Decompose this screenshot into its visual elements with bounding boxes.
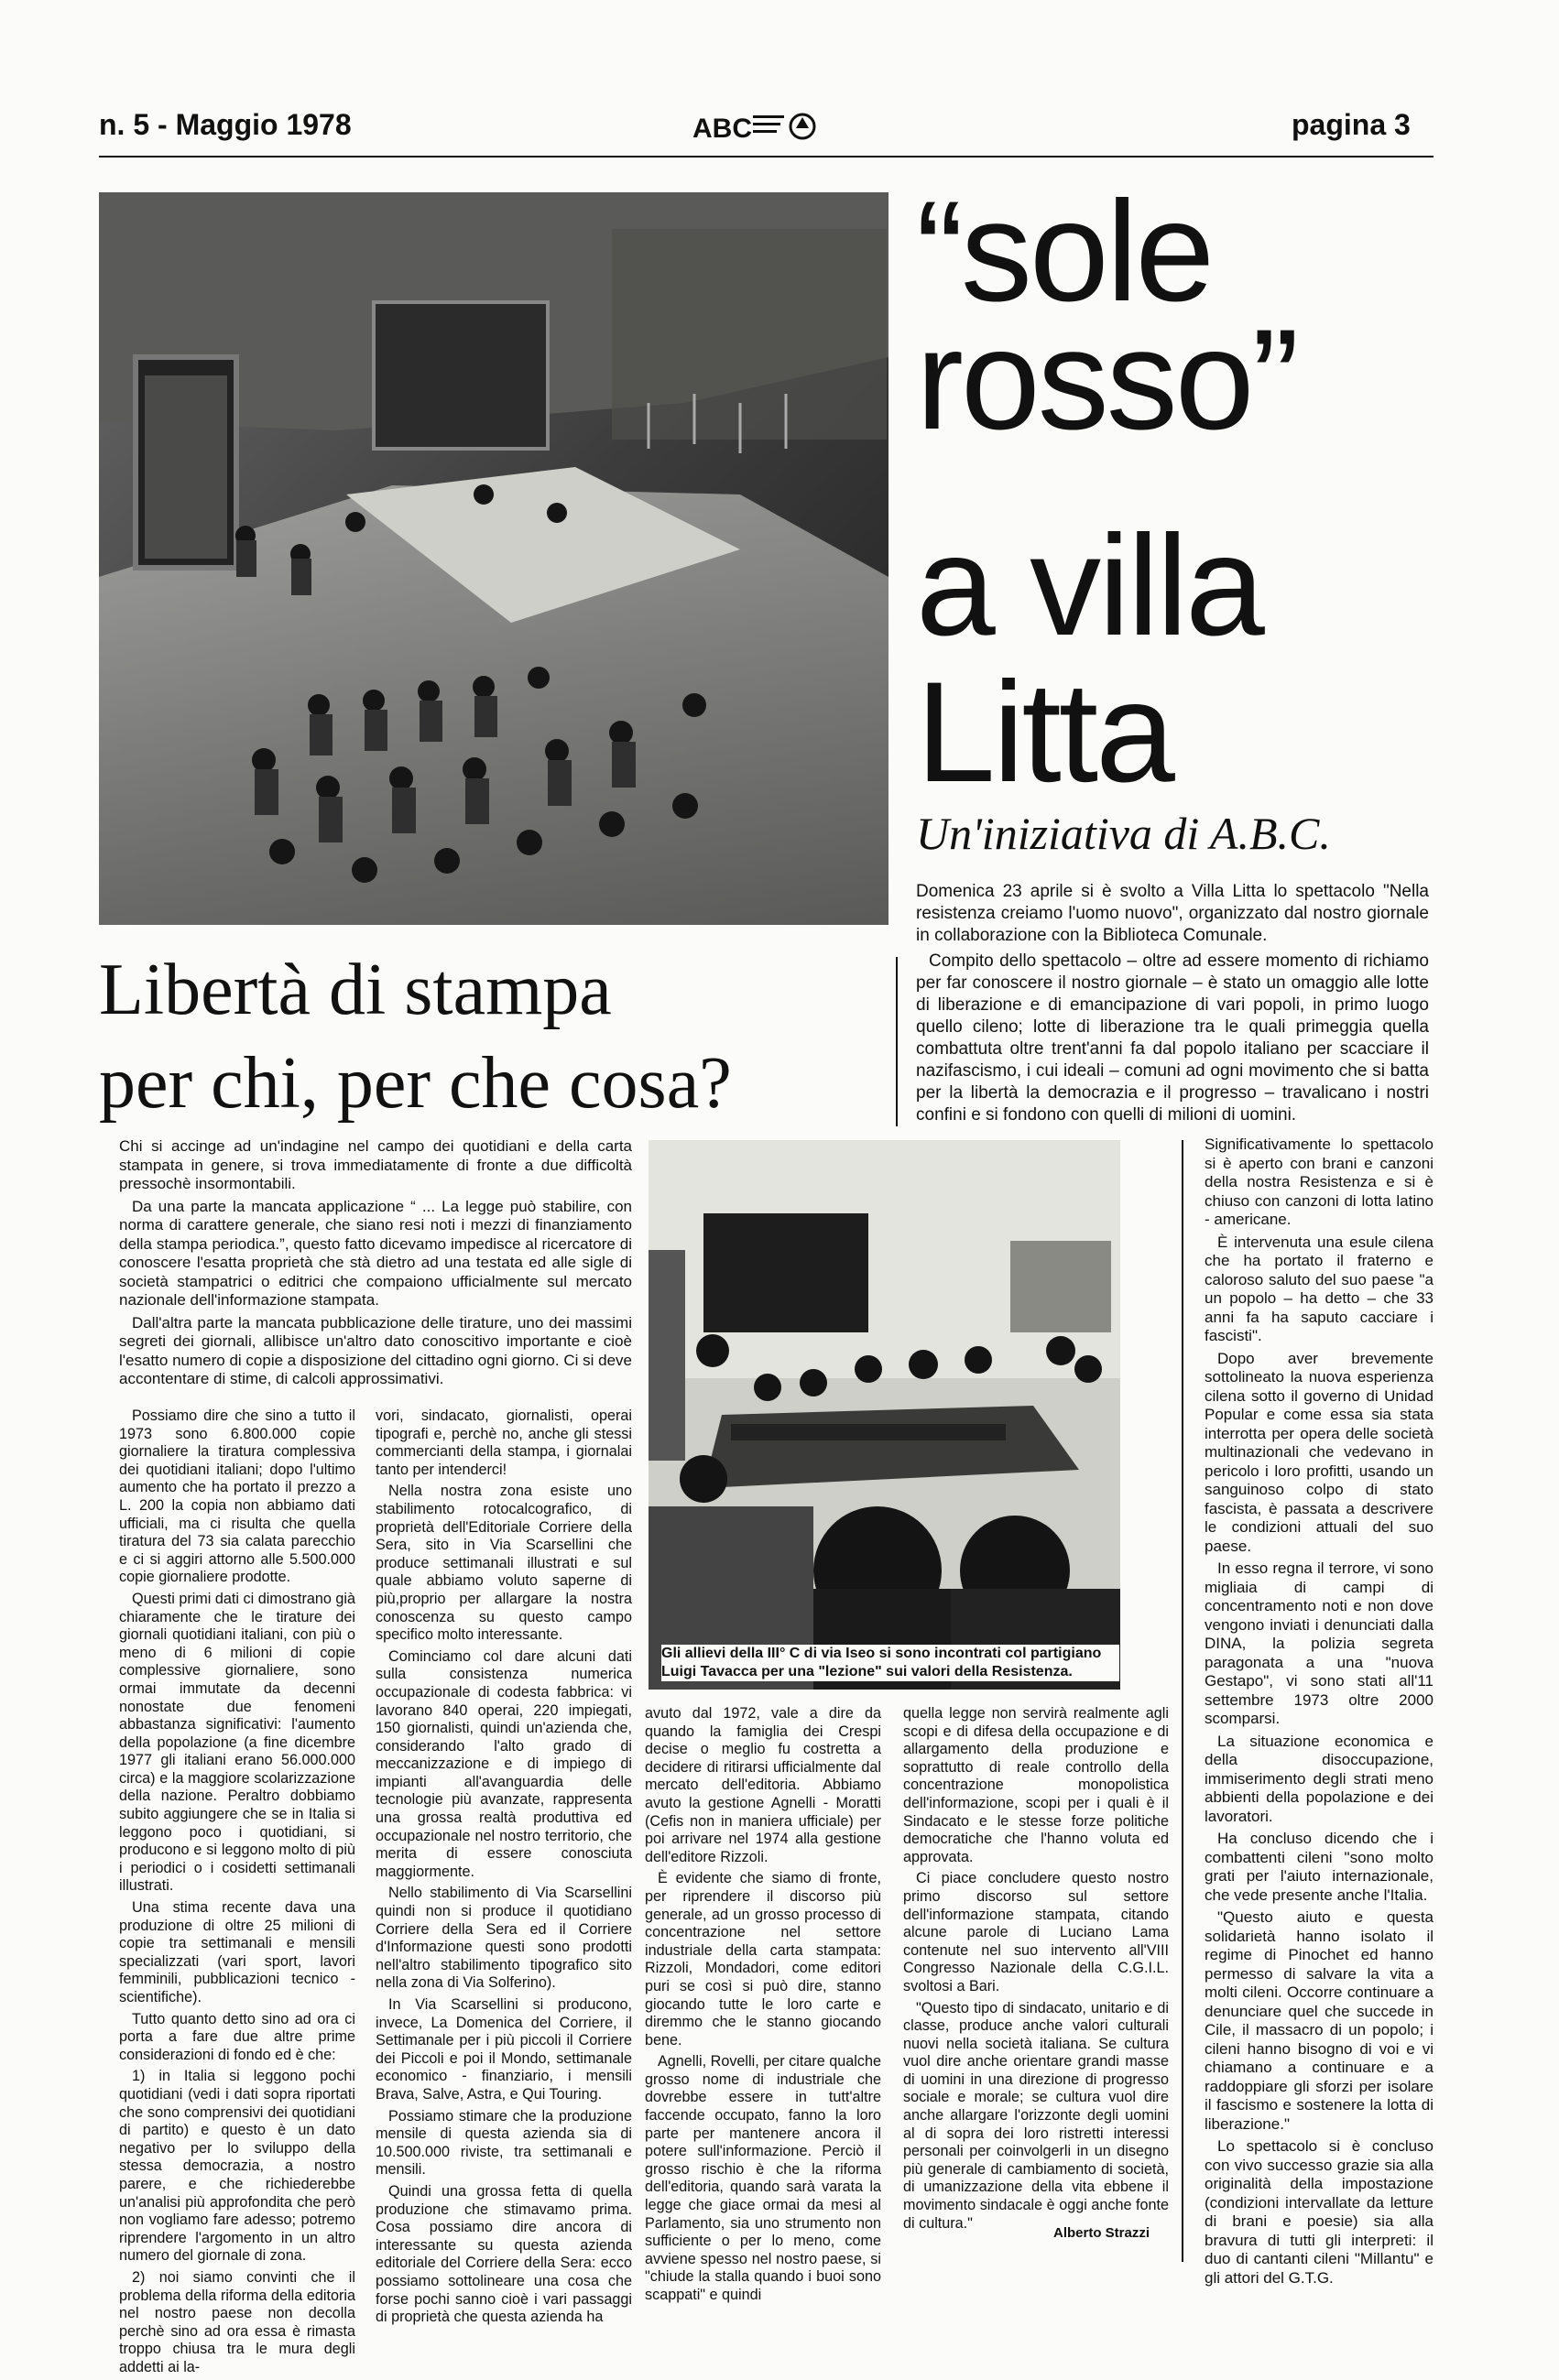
paragraph: È intervenuta una esule cilena che ha portato il fraterno e caloroso saluto del suo paese "a un popolo – ha detto – che 33 anni fa ha saputo cacciare i fascisti". [1205, 1233, 1434, 1344]
caption-line: Gli allievi della III° C di via Iseo si sono incontrati col partigiano [661, 1646, 1102, 1661]
paragraph: Compito dello spettacolo – oltre ad essere momento di richiamo per far conoscere il nostro giornale – è stato un omaggio alle lotte di liberazione e di emancipazione di vari popoli, in primo luogo quello cileno; lotte di liberazione tra le quali primeggia quella combattuta oltre trent'anni fa dal popolo italiano per scacciare il nazifascismo, i cui ideali – comuni ad ogni movimento che si batta per la libertà la democrazia e il progresso – travalicano i nostri confini e si fondono con quelli di milioni di uomini. [916, 951, 1429, 1125]
article-title-line-2: per chi, per che cosa? [99, 1043, 732, 1124]
article-column-4 [903, 1705, 1169, 2236]
caption-line: Luigi Tavacca per una "lezione" sui valori della Resistenza. [661, 1664, 1073, 1679]
paragraph: Una stima recente dava una produzione di oltre 25 milioni di copie tra settimanali e mensili specializzati (vari sport, lavori femminili, pubblicazioni tecnico - scientifiche). [119, 1899, 355, 2005]
paragraph: quella legge non servirà realmente agli scopi e di difesa della occupazione e di allargamento della produzione e soprattutto di reale controllo della concentrazione monopolistica dell'informazione, scopi per i quali è il Sindacato e le stesse forze politiche democratiche che l'hanno voluta ed approvata. [903, 1705, 1169, 1865]
column-divider [896, 957, 898, 1126]
paragraph: Possiamo stimare che la produzione mensile di questa azienda sia di 10.500.000 riviste, tra settimanali e mensili. [376, 2107, 632, 2179]
paragraph: Ha concluso dicendo che i combattenti cileni "sono molto grati per l'aiuto internazionale, che vede presente anche l'Italia. [1205, 1830, 1434, 1904]
paragraph: Possiamo dire che sino a tutto il 1973 sono 6.800.000 copie giornaliere la tiratura complessiva dei quotidiani italiani; dopo l'ultimo aumento che ha portato il prezzo a L. 200 la copia non abbiamo dati ufficiali, ma ci risulta che quella tiratura del 73 sia calata parecchio e ci si aggiri attorno alle 5.500.000 copie giornaliere prodotte. [119, 1407, 355, 1586]
article-column-1 [119, 1407, 355, 2380]
paragraph: 2) noi siamo convinti che il problema della riforma della editoria nel nostro paese non decolla perchè sino ad ora essa è rimasta troppo chiusa tra le mura degli addetti ai la- [119, 2268, 355, 2375]
paragraph: Nello stabilimento di Via Scarsellini quindi non si produce il quotidiano Corriere della Sera ed il Corriere d'Informazione questi sono prodotti nell'altro stabilimento tipografico sito nella zona di Via Solferino). [376, 1885, 632, 1992]
paragraph: avuto dal 1972, vale a dire da quando la famiglia dei Crespi decise o meglio fu costretta a decidere di ritirarsi ufficialmente dal mercato dell'editoria. Abbiamo avuto la gestione Agnelli - Moratti (Cefis non in maniera ufficiale) per poi arrivare nel 1974 alla gestione dell'editore Rizzoli. [645, 1705, 881, 1865]
paragraph: In esso regna il terrore, vi sono migliaia di campi di concentramento noti e non dove vengono inviati i denunciati dalla DINA, la polizia segreta paragonata a una "nuova Gestapo", vi sono stati all'11 settembre 1973 oltre 2000 scomparsi. [1205, 1559, 1434, 1727]
villa-litta-column [1205, 1136, 1434, 2291]
headline-line-2: rosso” [916, 300, 1297, 460]
classroom-caption [661, 1645, 1119, 1681]
paragraph: Lo spettacolo si è concluso con vivo successo grazie sia alla originalità della impostazione (condizioni intervallate da letture di brani e poesie) sia alla bravura di tutti gli interpreti: il duo di cantanti cileni "Millantu" e gli attori del G.T.G. [1205, 2137, 1434, 2287]
classroom-photo [649, 1140, 1120, 1690]
article-column-3 [645, 1705, 881, 2309]
paragraph: La situazione economica e della disoccupazione, immiserimento degli strati meno abbienti della popolazione e dei lavoratori. [1205, 1732, 1434, 1825]
page-number: pagina 3 [1292, 108, 1411, 141]
abc-logo [692, 108, 821, 145]
paragraph: Dall'altra parte la mancata pubblicazione delle tirature, uno dei massimi segreti dei giornali, allibisce un'altro dato conoscitivo importante e cioè l'esatto numero di copie a disposizione del cittadino ogni giorno. Ci si deve accontentare di stime, di calcoli approssimativi. [119, 1313, 632, 1387]
headline-line-4: Litta [916, 653, 1172, 812]
article-title-line-1: Libertà di stampa [99, 950, 612, 1030]
article-column-2 [376, 1407, 632, 2331]
headline-line-3: a villa [916, 506, 1262, 666]
paragraph: Ci piace concludere questo nostro primo discorso sul settore dell'informazione stampata, citando alcune parole di Luciano Lama contenute nel suo intervento all'VIII Congresso Nazionale della C.G.I.L. svoltosi a Bari. [903, 1870, 1169, 1994]
paragraph: Tutto quanto detto sino ad ora ci porta a fare due altre prime considerazioni di fondo ed è che: [119, 2010, 355, 2063]
issue-date: n. 5 - Maggio 1978 [99, 108, 352, 141]
paragraph: Quindi una grossa fetta di quella produzione che stimavamo prima. Cosa possiamo dire ancora di interessante su questa azienda editoriale del Corriere della Sera: ecco possiamo sottolineare una cosa che forse pochi sanno cioè i vari passaggi di proprietà che questa azienda ha [376, 2182, 632, 2326]
article-intro [119, 1137, 632, 1393]
paragraph: Agnelli, Rovelli, per citare qualche grosso nome di industriale che dovrebbe essere in tutt'altre faccende occupato, fanno la loro parte per mantenere ancora il potere sull'informazione. Perciò il grosso rischio è che la riforma dell'editoria, quando sarà varata la legge che giace ormai da mesi al Parlamento, sia uno strumento non sufficiente o per lo meno, come avviene spesso nel nostro paese, si "chiude la stalla quando i buoi sono scappati" e quindi [645, 2053, 881, 2303]
paragraph: Questi primi dati ci dimostrano già chiaramente che le tirature dei giornali quotidiani italiani, con più o meno di 6 milioni di copie complessive giornaliere, sono ormai immutate da decenni nonostate due fenomeni abbastanza significativi: l'aumento della popolazione (a fine dicembre 1977 gli italiani erano 56.000.000 circa) e la maggiore scolarizzazione della nazione. Peraltro dobbiamo subito aggiungere che se in Italia si leggono poco i quotidiani, si producono e si leggono molto di più i periodici o i cosidetti settimanali illustrati. [119, 1590, 355, 1895]
headline-line-1: “sole [916, 172, 1213, 331]
paragraph: Dopo aver brevemente sottolineato la nuova esperienza cilena sotto il governo di Unidad Popular e come essa sia stata interrotta per opera delle società multinazionali che vedevano in pericolo i loro profitti, usando un sanguinoso colpo di stato fascista, è passata a descrivere le condizioni attuali del suo paese. [1205, 1349, 1434, 1555]
logo-text: ABC [692, 114, 752, 144]
column-divider [1182, 1140, 1183, 2262]
headline-subtitle: Un'iniziativa di A.B.C. [916, 808, 1331, 859]
header-rule [99, 156, 1434, 158]
paragraph: È evidente che siamo di fronte, per riprendere il discorso più generale, ad un grosso processo di concentrazione nel settore industriale della carta stampata: Rizzoli, Mondadori, come editori puri se così si può dire, stanno giocando tutte le loro carte e diremmo che le stanno giocando bene. [645, 1870, 881, 2049]
paragraph: vori, sindacato, giornalisti, operai tipografi e, perchè no, anche gli stessi commercianti della stampa, i giornalai tanto per intenderci! [376, 1407, 632, 1478]
paragraph: Nella nostra zona esiste uno stabilimento rotocalcografico, di proprietà dell'Editoriale Corriere della Sera, sito in Via Scarsellini che produce settimanali illustrati e sul quale abbiamo voluto saperne di più,proprio per allargare la nostra conoscenza su questo campo specifico molto interessante. [376, 1483, 632, 1644]
paragraph: "Questo tipo di sindacato, unitario e di classe, produce anche valori culturali nuovi nella società italiana. Se cultura vuol dire anche orientare grandi masse di uomini in una direzione di progresso sociale e morale; se cultura vuol dire anche allargare l'orizzonte degli uomini al di sopra dei loro ristretti interessi personali per coinvolgerli in un disegno più generale di cambiamento di società, di umanizzazione della vita ebbene il movimento sindacale è oggi anche fonte di cultura." [903, 1999, 1169, 2232]
author-byline: Alberto Strazzi [1053, 2225, 1150, 2241]
villa-hall-photo [99, 192, 889, 925]
paragraph: Cominciamo col dare alcuni dati sulla consistenza numerica occupazionale di codesta fabbrica: vi lavorano 840 operai, 220 impiegati, 150 giornalisti, quindi un'azienda che, considerando l'alto grado di meccanizzazione e di impiego di impianti all'avanguardia delle tecnologie più avanzate, rappresenta una grossa realtà produttiva ed occupazionale nel nostro territorio, che merita di essere conosciuta maggiormente. [376, 1647, 632, 1880]
paragraph: Chi si accinge ad un'indagine nel campo dei quotidiani e della carta stampata in genere, si trova immediatamente di fronte a due difficoltà pressochè insormontabili. [119, 1137, 632, 1192]
villa-litta-intro [916, 881, 1429, 1130]
paragraph: "Questo aiuto e questa solidarietà hanno isolato il regime di Pinochet ed hanno permesso di salvare la vita a molti cileni. Occorre continuare a denunciare quel che succede in Cile, il massacro di un popolo; i cileni hanno bisogno di voi e vi chiamano a continuare e a raddoppiare gli sforzi per isolare il fascismo e sostenere la lotta di liberazione." [1205, 1908, 1434, 2133]
paragraph: Da una parte la mancata applicazione “ ... La legge può stabilire, con norma di carattere generale, che siano resi noti i mezzi di finanziamento della stampa periodica.”, questo fatto dicevamo impedisce al ricercatore di conoscere l'esatta proprietà che stà dietro ad una testata ed alle sigle di società stampatrici o editrici che compaiono ufficialmente sul mercato nazionale dell'informazione stampata. [119, 1197, 632, 1309]
paragraph: In Via Scarsellini si producono, invece, La Domenica del Corriere, il Settimanale per i più piccoli il Corriere dei Piccoli e poi il Mondo, settimanale economico - finanziario, i mensili Brava, Salve, Astra, e Qui Touring. [376, 1996, 632, 2103]
paragraph: Domenica 23 aprile si è svolto a Villa Litta lo spettacolo "Nella resistenza creiamo l'uomo nuovo", organizzato dal nostro giornale in collaborazione con la Biblioteca Comunale. [916, 882, 1429, 945]
paragraph: 1) in Italia si leggono pochi quotidiani (vedi i dati sopra riportati che sono comprensivi dei quotidiani di partito) e questo è un dato negativo per lo sviluppo della stessa democrazia, a nostro parere, e che richiederebbe un'analisi più approfondita che però non vogliamo fare adesso; potremo riprendere l'argomento in un altro numero del giornale di zona. [119, 2068, 355, 2265]
paragraph: Significativamente lo spettacolo si è aperto con brani e canzoni della nostra Resistenza e si è chiuso con canzoni di lotta latino - americane. [1205, 1136, 1434, 1228]
